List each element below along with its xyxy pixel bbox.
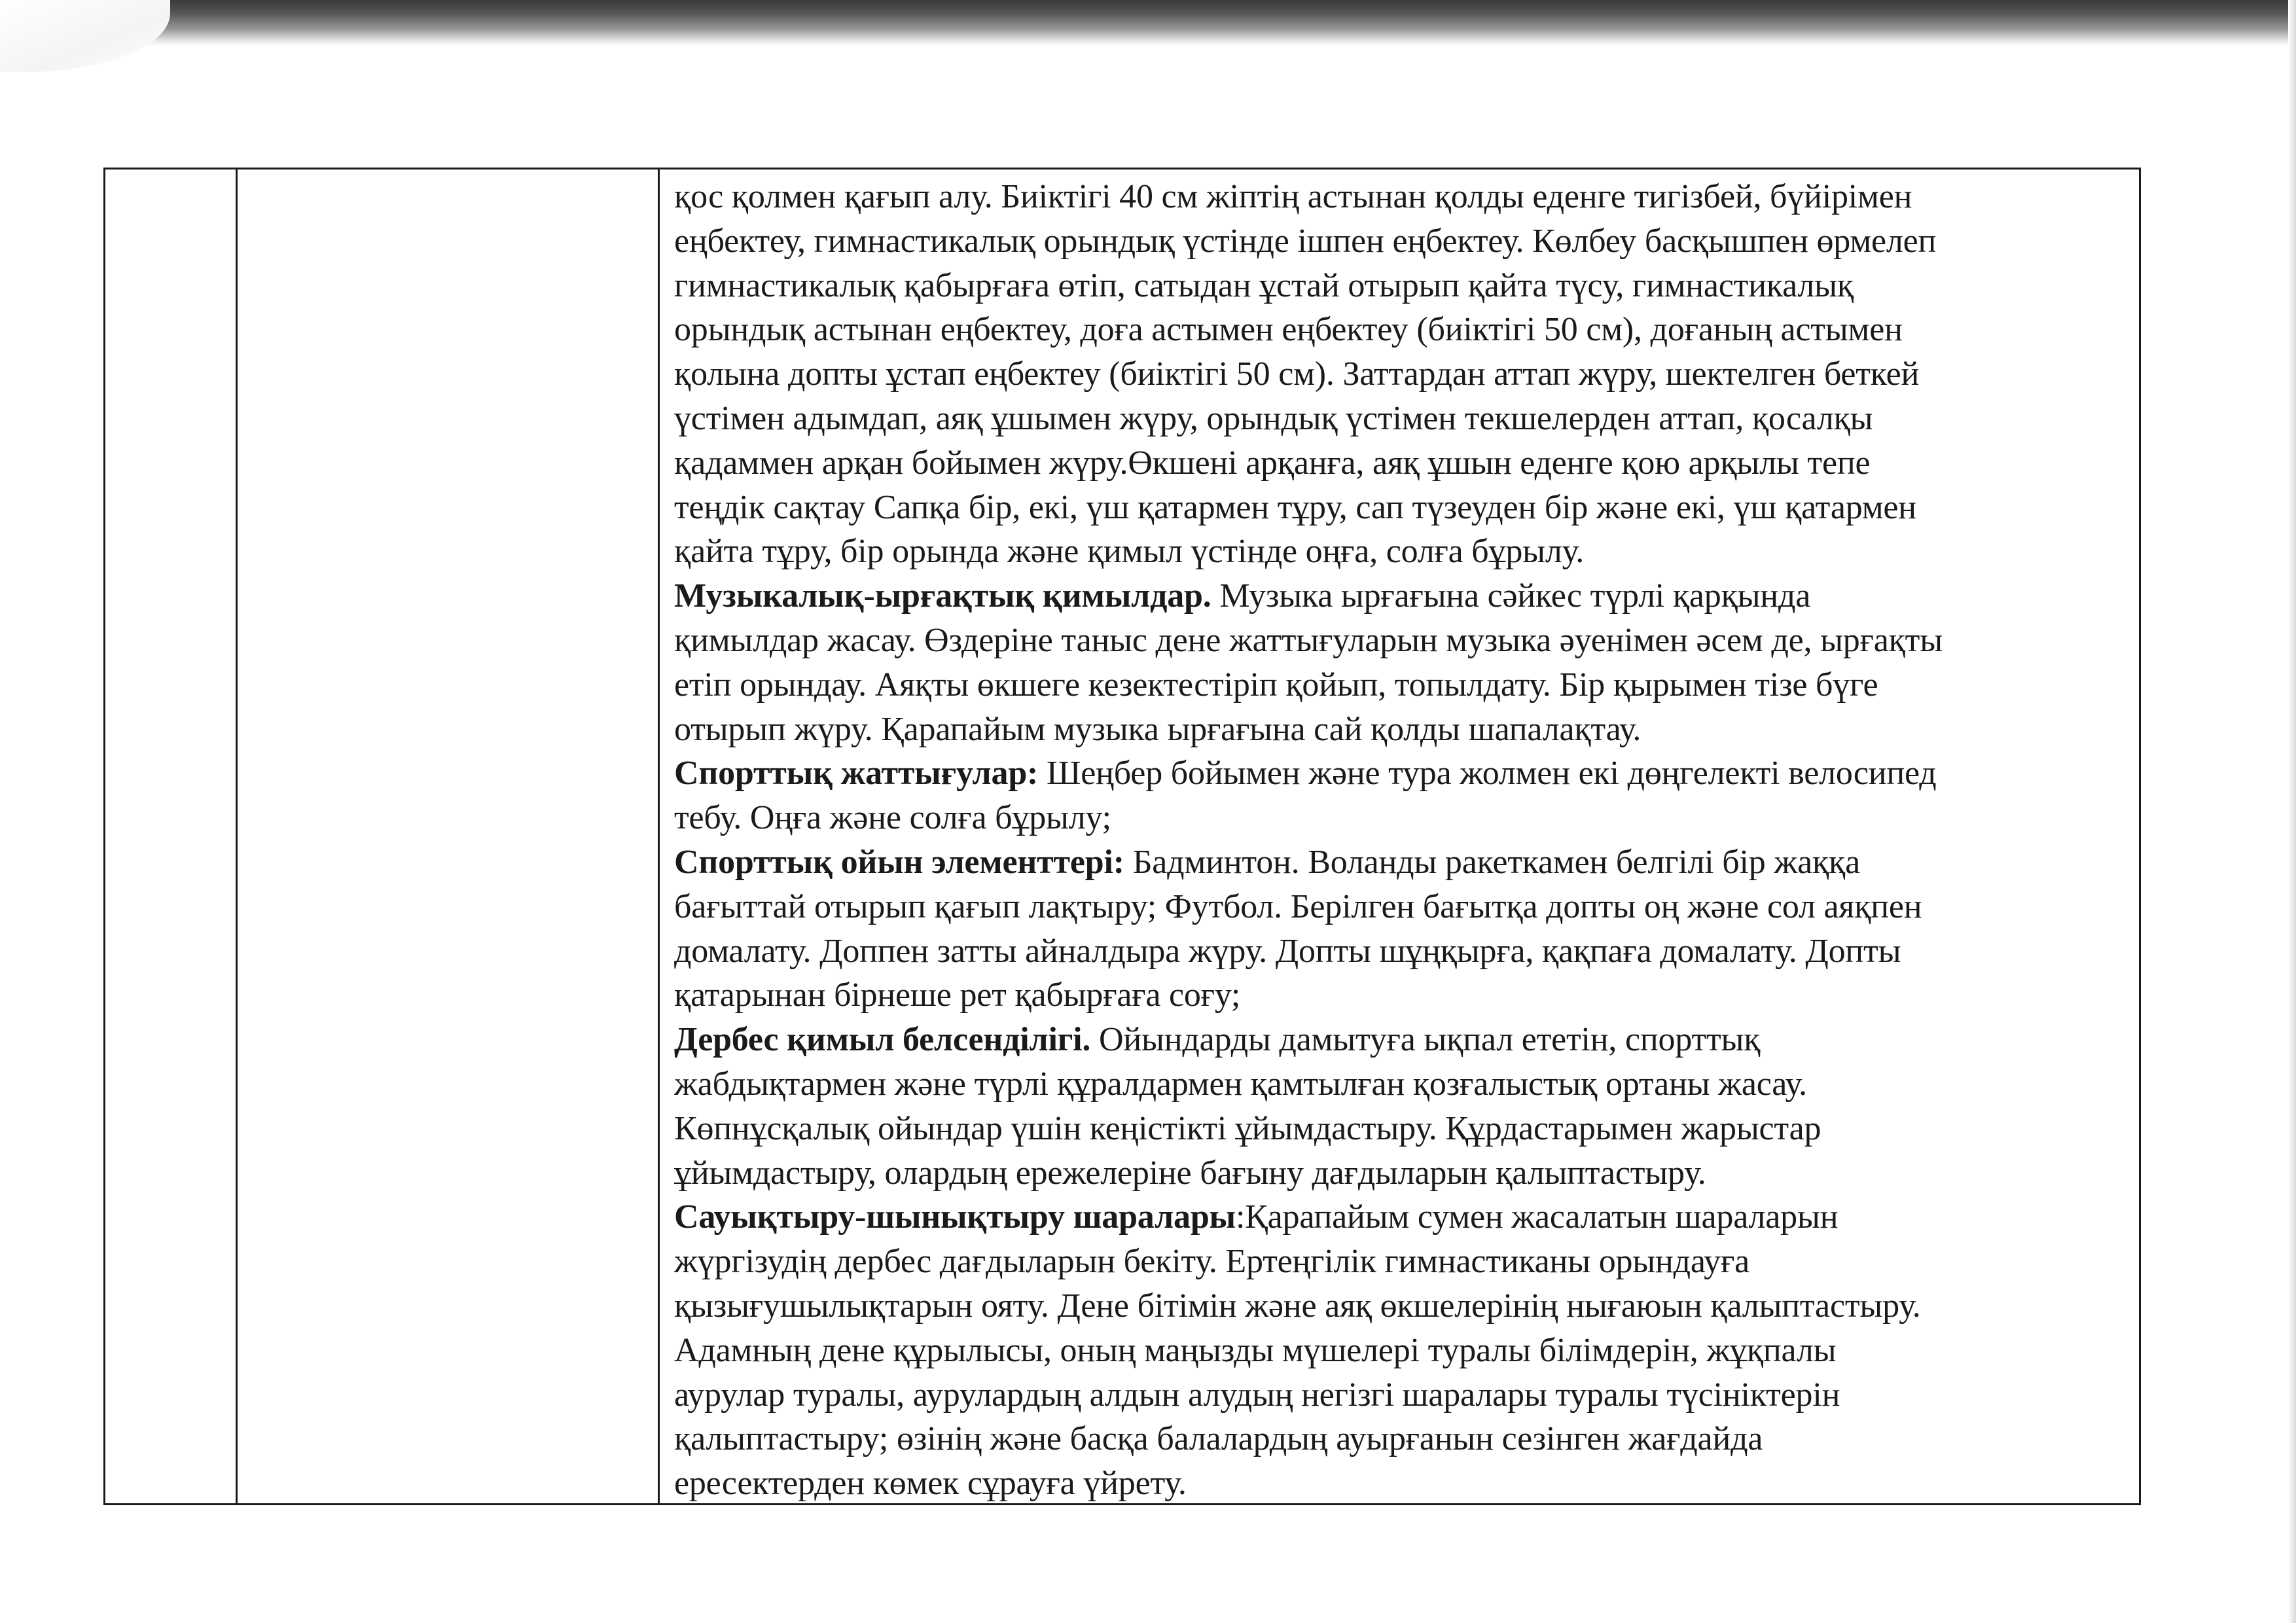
text-line bbox=[674, 574, 2126, 618]
text-line bbox=[674, 175, 2126, 219]
text-line bbox=[674, 1240, 2126, 1284]
text-line bbox=[674, 796, 2126, 840]
text-line bbox=[674, 529, 2126, 574]
text-line bbox=[674, 219, 2126, 264]
table-column-section bbox=[238, 169, 660, 1503]
text-line bbox=[674, 707, 2126, 752]
bold-heading: Дербес қимыл белсенділігі. bbox=[674, 1021, 1091, 1059]
line-text: етіп орындау. Аяқты өкшеге кезектестіріп қойып, топылдату. Бір қырымен тізе бүге bbox=[674, 666, 1878, 704]
text-line bbox=[674, 663, 2126, 707]
line-text: гимнастикалық қабырғаға өтіп, сатыдан ұстай отырып қайта түсу, гимнастикалық bbox=[674, 266, 1854, 304]
text-line bbox=[674, 1195, 2126, 1240]
line-text: қалыптастыру; өзінің және басқа балалардың ауырғанын сезінген жағдайда bbox=[674, 1420, 1763, 1458]
table-column-number bbox=[105, 169, 238, 1503]
scan-top-shadow bbox=[0, 0, 2296, 46]
line-text: қолына допты ұстап еңбектеу (биіктігі 50 см). Заттардан аттап жүру, шектелген беткей bbox=[674, 355, 1920, 393]
text-line bbox=[674, 840, 2126, 885]
line-text: Ойындарды дамытуға ықпал ететін, спорттық bbox=[1090, 1021, 1761, 1059]
document-table bbox=[103, 168, 2141, 1505]
text-line bbox=[674, 352, 2126, 397]
text-line bbox=[674, 885, 2126, 929]
line-text: Көпнұсқалық ойындар үшін кеңістікті ұйымдастыру. Құрдастарымен жарыстар bbox=[674, 1109, 1821, 1147]
bold-heading: Спорттық ойын элементтері: bbox=[674, 843, 1124, 881]
line-text: теңдік сақтау Сапқа бір, екі, үш қатармен тұру, сап түзеуден бір және екі, үш қатармен bbox=[674, 488, 1916, 526]
bold-heading: Музыкалық-ырғақтық қимылдар. bbox=[674, 577, 1211, 615]
scan-right-edge bbox=[2288, 0, 2296, 1623]
text-line bbox=[674, 397, 2126, 441]
line-text: қатарынан бірнеше рет қабырғаға соғу; bbox=[674, 976, 1241, 1014]
text-line bbox=[674, 618, 2126, 663]
table-column-content bbox=[660, 169, 2139, 1503]
text-line bbox=[674, 1329, 2126, 1373]
bold-heading: Спорттық жаттығулар: bbox=[674, 755, 1039, 793]
line-text: қос қолмен қағып алу. Биіктігі 40 см жіптің астынан қолды еденге тигізбей, бүйірімен bbox=[674, 178, 1912, 215]
line-text: Адамның дене құрылысы, оның маңызды мүшелері туралы білімдерін, жұқпалы bbox=[674, 1331, 1837, 1369]
text-line bbox=[674, 441, 2126, 486]
line-text: орындық астынан еңбектеу, доға астымен еңбектеу (биіктігі 50 см), доғаның астымен bbox=[674, 311, 1903, 349]
text-line bbox=[674, 1107, 2126, 1151]
line-text: қимылдар жасау. Өздеріне таныс дене жаттығуларын музыка әуенімен әсем де, ырғақты bbox=[674, 621, 1943, 659]
line-text: отырып жүру. Қарапайым музыка ырғағына сай қолды шапалақтау. bbox=[674, 710, 1641, 748]
text-line bbox=[674, 264, 2126, 308]
line-text: еңбектеу, гимнастикалық орындық үстінде ішпен еңбектеу. Көлбеу басқышпен өрмелеп bbox=[674, 222, 1937, 260]
text-line bbox=[674, 1018, 2126, 1062]
line-text: :Қарапайым сумен жасалатын шараларын bbox=[1235, 1198, 1839, 1236]
line-text: үстімен адымдап, аяқ ұшымен жүру, орындық үстімен текшелерден аттап, қосалқы bbox=[674, 399, 1873, 437]
line-text: аурулар туралы, аурулардың алдын алудың негізгі шаралары туралы түсініктерін bbox=[674, 1376, 1840, 1414]
line-text: домалату. Доппен затты айналдыра жүру. Допты шұңқырға, қақпаға домалату. Допты bbox=[674, 932, 1901, 970]
scan-page-curl bbox=[0, 0, 170, 72]
text-line bbox=[674, 973, 2126, 1018]
line-text: жүргізудің дербес дағдыларын бекіту. Ертеңгілік гимнастиканы орындауға bbox=[674, 1243, 1749, 1281]
text-line bbox=[674, 1062, 2126, 1107]
line-text: тебу. Оңға және солға бұрылу; bbox=[674, 799, 1111, 837]
line-text: қадаммен арқан бойымен жүру.Өкшені арқанға, аяқ ұшын еденге қою арқылы тепе bbox=[674, 444, 1871, 482]
text-line bbox=[674, 1284, 2126, 1329]
bold-heading: Сауықтыру-шынықтыру шаралары bbox=[674, 1198, 1236, 1236]
line-text: Музыка ырғағына сәйкес түрлі қарқында bbox=[1211, 577, 1811, 615]
text-line bbox=[674, 1373, 2126, 1418]
text-line bbox=[674, 1461, 2126, 1506]
line-text: жабдықтармен және түрлі құралдармен қамтылған қозғалыстық ортаны жасау. bbox=[674, 1065, 1807, 1103]
text-line bbox=[674, 929, 2126, 974]
line-text: бағыттай отырып қағып лақтыру; Футбол. Берілген бағытқа допты оң және сол аяқпен bbox=[674, 887, 1922, 925]
text-line bbox=[674, 1417, 2126, 1461]
line-text: ұйымдастыру, олардың ережелеріне бағыну дағдыларын қалыптастыру. bbox=[674, 1154, 1706, 1192]
text-line bbox=[674, 1151, 2126, 1196]
text-line bbox=[674, 308, 2126, 352]
line-text: Бадминтон. Воланды ракеткамен белгілі бір жаққа bbox=[1124, 843, 1861, 881]
text-line bbox=[674, 751, 2126, 796]
text-line bbox=[674, 486, 2126, 530]
content-paragraphs bbox=[674, 175, 2126, 1506]
line-text: қайта тұру, бір орында және қимыл үстінде оңға, солға бұрылу. bbox=[674, 533, 1584, 571]
line-text: ересектерден көмек сұрауға үйрету. bbox=[674, 1465, 1187, 1503]
line-text: Шеңбер бойымен және тура жолмен екі дөңгелекті велосипед bbox=[1038, 755, 1937, 793]
line-text: қызығушылықтарын ояту. Дене бітімін және аяқ өкшелерінің нығаюын қалыптастыру. bbox=[674, 1287, 1921, 1325]
